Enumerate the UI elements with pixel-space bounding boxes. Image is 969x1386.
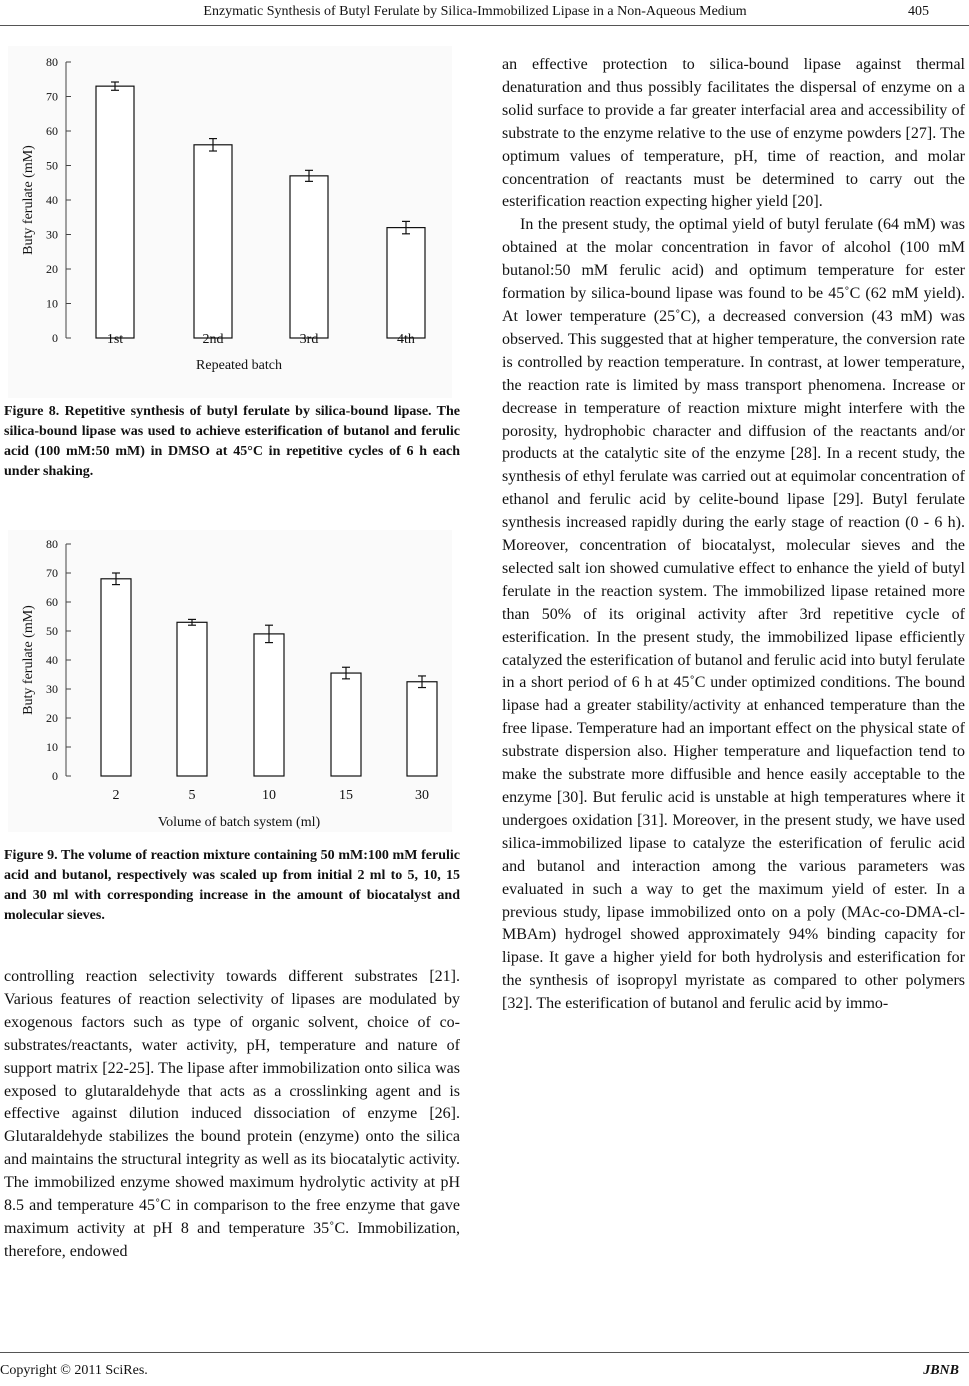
figure-8-chart <box>8 46 452 398</box>
y-tick-label: 60 <box>46 595 58 609</box>
y-axis-label: Buty ferulate (mM) <box>21 145 36 255</box>
figure-8-svg <box>8 46 452 398</box>
y-tick-label: 30 <box>46 227 58 242</box>
y-tick-label: 50 <box>46 624 58 638</box>
y-tick-label: 40 <box>46 193 58 207</box>
right-paragraph-1: an effective protection to silica-bound lipase against thermal denaturation and thus possibly facilitates the dispersal of enzyme on a solid surface to provide a far greater interfacial area and accessibility of substrate to the enzyme relative to the use of enzyme powders [27]. The optimum values of temperature, pH, time of reaction, and molar concentration of reactants must be determined to carry out the esterification reaction expecting higher yield [20]. <box>502 56 965 211</box>
bar <box>387 228 425 338</box>
y-axis-label: Buty ferulate (mM) <box>21 605 36 715</box>
bar <box>254 634 284 776</box>
x-tick-label: 4th <box>397 332 415 347</box>
bar <box>177 622 207 776</box>
left-column-text <box>4 966 460 1264</box>
bar <box>96 86 134 338</box>
y-tick-label: 80 <box>46 537 58 551</box>
bar <box>331 673 361 776</box>
x-tick-label: 2nd <box>202 332 224 347</box>
right-paragraph-2: In the present study, the optimal yield of butyl ferulate (64 mM) was obtained at the molar concentration in favor of alcohol (100 mM butanol:50 mM ferulic acid) and optimum temperature for ester formation by silica-bound lipase was found to be 45˚C (62 mM yield). At lower temperature (25˚C), a decreased conversion (43 mM) was observed. This suggested that at higher temperature, the conversion rate is controlled by reaction temperature. In contrast, at lower temperature, the reaction rate is limited by mass transport phenomena. Increase or decrease in temperature of reaction mixture might interfere with the porosity, hydrophobic character and diffusion of the reactants and/or products at the catalytic site of the enzyme [28]. In a recent study, the synthesis of ethyl ferulate was carried out at equimolar concentration of ethanol and ferulic acid by celite-bound lipase [29]. Butyl ferulate synthesis increased rapidly during the early stage of reaction (0 - 6 h). Moreover, concentration of biocatalyst, molecular sieves and the selected salt ion showed cumulative effect to enhance the yield of butyl ferulate in the reaction system. The immobilized lipase retained more than 50% of its original activity after 3rd repetitive cycle of esterification. In the present study, the immobilized lipase efficiently catalyzed the esterification of butanol and ferulic acid into butyl ferulate in a short period of 6 h at 45˚C under optimized conditions. The bound lipase had a greater stability/activity at enhanced temperature than the free lipase. Temperature had an important effect on the physical state of substrate dispersion also. Higher temperature and liquefaction tend to make the substrate more diffusible and hence easily acceptable to the enzyme [30]. But ferulic acid is unstable at high temperatures where it undergoes oxidation [31]. Moreover, in the present study, we have used silica-immobilized lipase to catalyze the esterification of ferulic acid and butanol and interaction among the various parameters was evaluated in such a way to get the maximum yield of ester. In a previous study, lipase immobilized onto on a poly (MAc-co-DMA-cl-MBAm) hydrogel showed approximately 94% binding capacity for lipase. It gave a higher yield for both hydrolysis and esterification for the synthesis of isopropyl myristate as compared to other polymers [32]. The esterification of butanol and ferulic acid by immo- <box>502 216 965 1013</box>
y-tick-label: 20 <box>46 711 58 725</box>
copyright-notice: Copyright © 2011 SciRes. <box>0 1363 148 1378</box>
header-divider <box>0 25 969 26</box>
running-title: Enzymatic Synthesis of Butyl Ferulate by Silica-Immobilized Lipase in a Non-Aqueous Medium <box>203 4 747 19</box>
x-tick-label: 10 <box>262 788 276 803</box>
x-axis-label: Repeated batch <box>196 358 282 373</box>
y-tick-label: 80 <box>46 55 58 69</box>
journal-abbreviation: JBNB <box>923 1363 959 1378</box>
x-tick-label: 15 <box>339 788 353 803</box>
y-tick-label: 70 <box>46 89 58 104</box>
page-footer <box>0 1359 969 1383</box>
bar <box>407 682 437 776</box>
left-paragraph-1: controlling reaction selectivity towards different substrates [21]. Various features of reaction selectivity of lipases are modulated by exogenous factors such as type of organic solvent, choice of co-substrates/reactants, water activity, pH, temperature and nature of support matrix [22-25]. The lipase after immobilization onto silica was exposed to glutaraldehyde that acts as a crosslinking agent and is effective against dilution induced dissociation of enzyme [26]. Glutaraldehyde stabilizes the bound protein (enzyme) onto the silica and maintains the structural integrity as well as its biocatalytic activity. The immobilized enzyme showed maximum hydrolytic activity at pH 8.5 and temperature 45˚C in comparison to the free enzyme that gave maximum activity at pH 8 and temperature 35˚C. Immobilization, therefore, endowed <box>4 968 460 1260</box>
bar <box>194 145 232 338</box>
figure-8-caption: Figure 8. Repetitive synthesis of butyl ferulate by silica-bound lipase. The silica-bound lipase was used to achieve esterification of butanol and ferulic acid (100 mM:50 mM) in DMSO at 45°C in repetitive cycles of 6 h each under shaking. <box>4 404 460 479</box>
bar <box>101 579 131 776</box>
x-axis-label: Volume of batch system (ml) <box>157 815 321 830</box>
y-tick-label: 20 <box>46 262 58 276</box>
figure-9-svg <box>8 530 452 832</box>
figure-9-chart <box>8 530 452 832</box>
x-tick-label: 2 <box>112 788 120 803</box>
y-tick-label: 60 <box>46 124 58 138</box>
running-header <box>0 0 969 24</box>
y-tick-label: 50 <box>46 158 58 173</box>
x-tick-label: 30 <box>415 788 429 803</box>
bar <box>290 176 328 338</box>
figure-9-caption: Figure 9. The volume of reaction mixture containing 50 mM:100 mM ferulic acid and butanol, respectively was scaled up from initial 2 ml to 5, 10, 15 and 30 ml with corresponding increase in the amount of biocatalyst and molecular sieves. <box>4 848 460 923</box>
y-tick-label: 70 <box>46 566 58 580</box>
right-column-text <box>502 54 965 1016</box>
x-tick-label: 3rd <box>299 332 319 347</box>
y-tick-label: 30 <box>46 682 58 696</box>
x-tick-label: 5 <box>188 788 196 803</box>
y-tick-label: 10 <box>46 740 58 754</box>
y-tick-label: 0 <box>52 769 58 783</box>
y-tick-label: 0 <box>52 331 58 345</box>
x-tick-label: 1st <box>106 332 124 347</box>
y-tick-label: 10 <box>46 296 58 311</box>
y-tick-label: 40 <box>46 653 58 667</box>
page-number: 405 <box>908 4 929 19</box>
footer-divider <box>0 1352 969 1353</box>
